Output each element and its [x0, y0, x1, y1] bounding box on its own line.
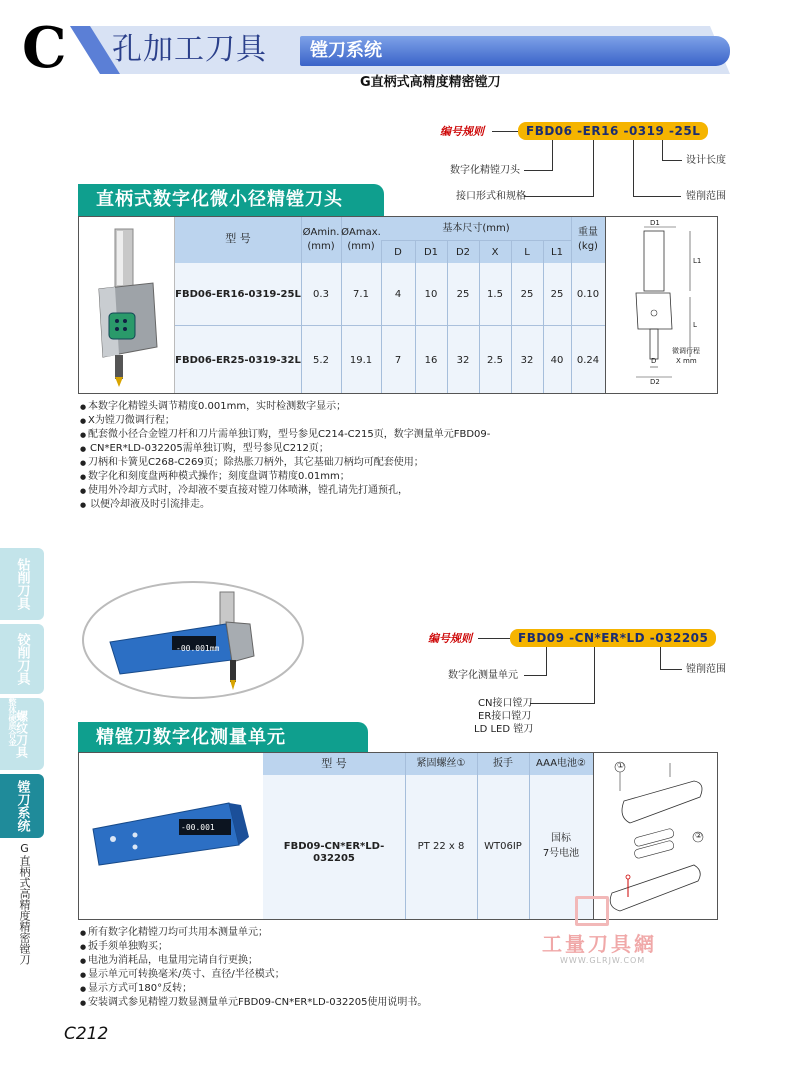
- measure-unit-image: [79, 753, 263, 919]
- col-header-basic-dims: 基本尺寸(mm): [442, 223, 510, 234]
- watermark-url: WWW.GLRJW.COM: [560, 956, 646, 965]
- cell-model: FBD06-ER25-0319-32L: [175, 355, 301, 366]
- col-header-dim: D2: [455, 247, 471, 258]
- cell-x: 1.5: [487, 289, 503, 300]
- cell-x: 2.5: [487, 355, 503, 366]
- rule-note: 镗削范围: [686, 664, 726, 675]
- cell-weight: 0.10: [576, 289, 600, 300]
- note-item: ● 显示方式可180°反转；: [80, 982, 540, 996]
- spec-table: [78, 752, 718, 920]
- side-product-line: G直柄式高精度精密镗刀: [18, 842, 31, 965]
- cell-weight: 0.24: [576, 355, 600, 366]
- dim-label: D2: [650, 378, 660, 386]
- col-header-screw: 紧固螺丝①: [416, 758, 466, 769]
- cell-l: 25: [520, 289, 534, 300]
- col-header-amax-unit: (mm): [347, 241, 375, 252]
- col-header-amax: ØAmax.: [341, 227, 381, 238]
- col-header-dim: X: [491, 247, 499, 258]
- page-title: 孔加工刀具: [112, 32, 267, 67]
- watermark-text: 工量刀具網: [542, 932, 657, 956]
- unit-display: -00.001: [181, 823, 215, 832]
- cell-d1: 10: [424, 289, 438, 300]
- note-item: ● 配套微小径合金镗刀杆和刀片需单独订购，型号参见C214-C215页，数字测量单元FBD09-: [80, 428, 520, 442]
- rule-note: 镗削范围: [686, 191, 726, 202]
- cell-l1: 40: [550, 355, 564, 366]
- page-number: C212: [64, 1024, 109, 1044]
- callout: ①: [617, 761, 625, 770]
- side-tab-carbide: 整体硬质合金: [8, 698, 17, 746]
- note-item: ● X为镗刀微调行程；: [80, 414, 520, 428]
- cell-amax: 7.1: [353, 289, 369, 300]
- measure-unit-photo: [80, 578, 306, 702]
- page-subtitle: 镗刀系统: [310, 40, 382, 61]
- cell-l1: 25: [550, 289, 564, 300]
- watermark-logo: [575, 896, 609, 926]
- note-item: ● 所有数字化精镗刀均可共用本测量单元；: [80, 926, 540, 940]
- cell-model: FBD09-CN*ER*LD-032205: [283, 841, 385, 864]
- rule-note: 数字化精镗刀头: [450, 165, 520, 176]
- rule-note: 接口形式和规格: [456, 191, 526, 202]
- exploded-drawing: [593, 753, 717, 919]
- cell-d: 7: [394, 355, 402, 366]
- cell-amin: 0.3: [313, 289, 329, 300]
- cell-d1: 16: [424, 355, 438, 366]
- note-item: ● 使用外冷却方式时，冷却液不要直接对镗刀体喷淋，镗孔请先打通预孔，: [80, 484, 520, 498]
- dimension-drawing: [605, 217, 717, 393]
- col-header-dim: D1: [423, 247, 439, 258]
- spec-table: [78, 216, 718, 394]
- col-header-amin-unit: (mm): [307, 241, 335, 252]
- note-item: ● CN*ER*LD-032205需单独订购，型号参见C212页；: [80, 442, 520, 456]
- note-item: ● 安装调式参见精镗刀数显测量单元FBD09-CN*ER*LD-032205使用说明书。: [80, 996, 540, 1010]
- cell-screw: PT 22 x 8: [417, 841, 465, 852]
- side-tab-reaming[interactable]: 铰削刀具: [0, 624, 44, 694]
- col-header-weight: 重量: [578, 227, 598, 238]
- col-header-weight-unit: (kg): [578, 241, 598, 252]
- rule-label: 编号规则: [440, 125, 484, 138]
- rule-label: 编号规则: [428, 632, 472, 645]
- col-header-dim: L1: [551, 247, 563, 258]
- rule-note: ER接口镗刀: [478, 711, 532, 722]
- note-item: ● 刀柄和卡簧见C268-C269页；除热胀刀柄外，其它基础刀柄均可配套使用；: [80, 456, 520, 470]
- col-header-model: 型 号: [321, 757, 347, 770]
- section-heading: 精镗刀数字化测量单元: [78, 722, 368, 754]
- note-item: ● 显示单元可转换毫米/英寸、直径/半径模式；: [80, 968, 540, 982]
- note-item: ● 扳手须单独购买；: [80, 940, 540, 954]
- col-header-model: 型 号: [225, 232, 251, 245]
- dim-label: X mm: [676, 357, 697, 365]
- rule-note: LD LED 镗刀: [474, 724, 534, 735]
- chapter-letter: C: [22, 15, 67, 81]
- device-display: -00.001mm: [176, 644, 220, 653]
- cell-wrench: WT06IP: [484, 841, 522, 852]
- side-tab-threading[interactable]: 螺纹刀具: [0, 698, 44, 770]
- dim-label: D1: [650, 219, 660, 227]
- cell-d2: 25: [456, 289, 470, 300]
- note-item: ● 本数字化精镗头调节精度0.001mm，实时检测数字显示；: [80, 400, 520, 414]
- side-tab-boring[interactable]: 镗刀系统: [0, 774, 44, 838]
- dim-label: D: [651, 357, 657, 365]
- dim-label: L1: [693, 257, 702, 265]
- col-header-dim: L: [524, 247, 530, 258]
- cell-model: FBD06-ER16-0319-25L: [175, 289, 301, 300]
- notes-list: [80, 400, 520, 512]
- rule-note: CN接口镗刀: [478, 698, 533, 709]
- cell-battery: 国标: [551, 833, 571, 844]
- note-item: ● 数字化和刻度盘两种模式操作；刻度盘调节精度0.01mm；: [80, 470, 520, 484]
- cell-d: 4: [394, 289, 402, 300]
- cell-amax: 19.1: [349, 355, 373, 366]
- cell-battery: 7号电池: [542, 848, 580, 859]
- callout: ②: [695, 831, 703, 840]
- col-header-wrench: 扳手: [493, 758, 513, 769]
- dim-label: L: [693, 321, 697, 329]
- cell-amin: 5.2: [313, 355, 329, 366]
- dim-label: 微调行程: [672, 347, 700, 355]
- section-heading: 直柄式数字化微小径精镗刀头: [78, 184, 384, 216]
- col-header-amin: ØAmin.: [302, 227, 340, 238]
- side-tab-drilling[interactable]: 钻削刀具: [0, 548, 44, 620]
- cell-l: 32: [520, 355, 534, 366]
- rule-note: 数字化测量单元: [448, 670, 518, 681]
- cell-d2: 32: [456, 355, 470, 366]
- col-header-battery: AAA电池②: [535, 758, 587, 769]
- boring-head-image: [79, 217, 175, 393]
- notes-list: [80, 926, 540, 1010]
- rule-note: 设计长度: [686, 155, 726, 166]
- product-line-title: G直柄式高精度精密镗刀: [360, 75, 501, 90]
- col-header-dim: D: [394, 247, 402, 258]
- rule-code: FBD06 -ER16 -0319 -25L: [518, 122, 708, 140]
- rule-code: FBD09 -CN*ER*LD -032205: [510, 629, 716, 647]
- note-item: ● 电池为消耗品，电量用完请自行更换；: [80, 954, 540, 968]
- note-item: ● 以便冷却液及时引流排走。: [80, 498, 520, 512]
